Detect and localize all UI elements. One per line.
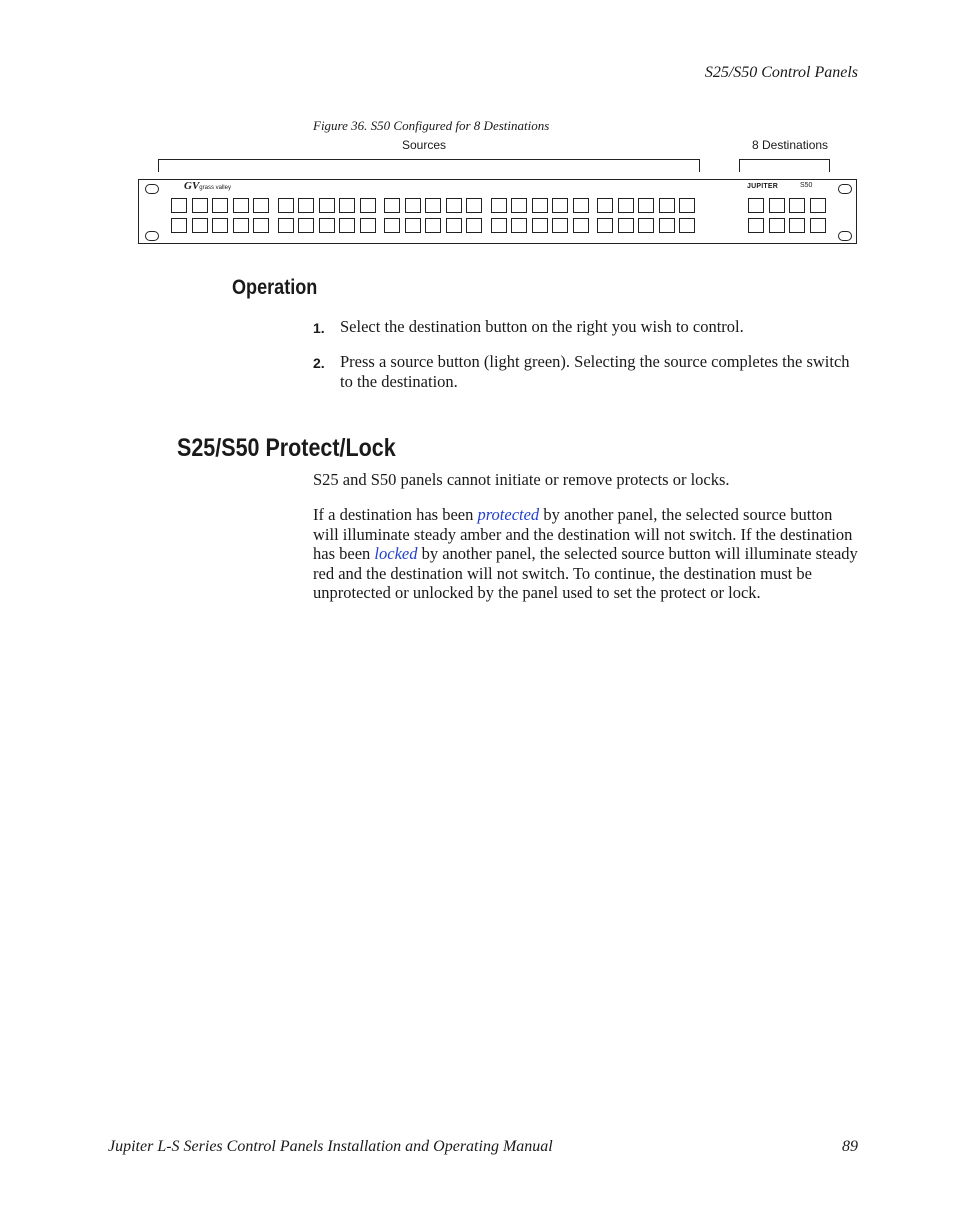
source-button[interactable] — [466, 198, 482, 213]
grass-valley-logo-mark: GV — [184, 180, 200, 192]
mounting-hole — [145, 184, 159, 194]
source-button[interactable] — [466, 218, 482, 233]
para-text-2: by another panel, the selected source button will illuminate steady amber and the destination will not switch. If the destination has been — [313, 505, 853, 564]
source-button[interactable] — [573, 198, 589, 213]
source-button[interactable] — [446, 198, 462, 213]
figure-caption: Figure 36. S50 Configured for 8 Destinations — [313, 118, 550, 133]
destination-button[interactable] — [769, 218, 785, 233]
step-2-number: 2. — [313, 355, 325, 371]
source-button[interactable] — [425, 198, 441, 213]
sources-bracket — [158, 159, 700, 172]
source-button[interactable] — [298, 198, 314, 213]
protect-lock-heading: S25/S50 Protect/Lock — [177, 434, 396, 462]
source-button[interactable] — [171, 218, 187, 233]
source-button[interactable] — [618, 198, 634, 213]
mounting-hole — [145, 231, 159, 241]
source-button[interactable] — [659, 218, 675, 233]
mounting-hole — [838, 231, 852, 241]
source-button[interactable] — [253, 198, 269, 213]
source-button[interactable] — [511, 218, 527, 233]
source-button[interactable] — [679, 198, 695, 213]
running-head: S25/S50 Control Panels — [704, 64, 858, 81]
source-button[interactable] — [298, 218, 314, 233]
step-2 — [313, 352, 858, 392]
source-button[interactable] — [511, 198, 527, 213]
step-1-text: Select the destination button on the right you wish to control. — [340, 317, 744, 336]
sources-label: Sources — [402, 138, 447, 152]
source-button[interactable] — [233, 218, 249, 233]
source-button[interactable] — [405, 198, 421, 213]
source-button[interactable] — [192, 218, 208, 233]
model-label: S50 — [800, 182, 813, 189]
source-button[interactable] — [253, 218, 269, 233]
destinations-bracket — [739, 159, 830, 172]
source-button[interactable] — [278, 218, 294, 233]
source-button[interactable] — [319, 218, 335, 233]
source-button[interactable] — [552, 198, 568, 213]
source-button[interactable] — [233, 198, 249, 213]
mounting-hole — [838, 184, 852, 194]
source-button[interactable] — [638, 218, 654, 233]
locked-link[interactable]: locked — [374, 544, 418, 564]
para-text-1: If a destination has been — [313, 505, 478, 524]
source-button[interactable] — [405, 218, 421, 233]
destination-button[interactable] — [769, 198, 785, 213]
destination-button[interactable] — [748, 198, 764, 213]
step-1 — [313, 317, 858, 337]
source-button[interactable] — [552, 218, 568, 233]
source-button[interactable] — [360, 218, 376, 233]
grass-valley-logo-text: grass valley — [199, 185, 231, 191]
jupiter-logo: JUPITER — [747, 183, 778, 190]
source-button[interactable] — [360, 198, 376, 213]
source-button[interactable] — [597, 218, 613, 233]
destination-button[interactable] — [789, 198, 805, 213]
destinations-label: 8 Destinations — [752, 138, 829, 152]
step-1-number: 1. — [313, 320, 325, 336]
source-button[interactable] — [339, 198, 355, 213]
source-button[interactable] — [491, 218, 507, 233]
source-button[interactable] — [491, 198, 507, 213]
source-button[interactable] — [659, 198, 675, 213]
protected-link[interactable]: protected — [477, 505, 540, 524]
destination-button[interactable] — [810, 218, 826, 233]
step-2-text: Press a source button (light green). Selecting the source completes the switch to the destination. — [340, 352, 850, 391]
destination-button[interactable] — [789, 218, 805, 233]
destination-button[interactable] — [748, 218, 764, 233]
source-button[interactable] — [339, 218, 355, 233]
source-button[interactable] — [212, 198, 228, 213]
para-text-3: by another panel, the selected source button will illuminate steady red and the destination will not switch. To continue, the destination must be unprotected or unlocked by the panel used to set the protect or lock. — [313, 544, 858, 603]
source-button[interactable] — [319, 198, 335, 213]
source-button[interactable] — [192, 198, 208, 213]
source-button[interactable] — [532, 198, 548, 213]
grass-valley-logo — [184, 180, 231, 192]
source-button[interactable] — [425, 218, 441, 233]
source-button[interactable] — [573, 218, 589, 233]
destination-button[interactable] — [810, 198, 826, 213]
s50-control-panel — [138, 179, 857, 244]
source-button[interactable] — [384, 218, 400, 233]
source-button[interactable] — [638, 198, 654, 213]
source-button[interactable] — [679, 218, 695, 233]
source-button[interactable] — [532, 218, 548, 233]
source-button[interactable] — [446, 218, 462, 233]
source-button[interactable] — [618, 218, 634, 233]
source-button[interactable] — [597, 198, 613, 213]
protect-lock-description — [313, 505, 858, 603]
footer-manual-title: Jupiter L-S Series Control Panels Installation and Operating Manual — [108, 1138, 553, 1155]
source-button[interactable] — [212, 218, 228, 233]
source-button[interactable] — [278, 198, 294, 213]
protect-lock-intro: S25 and S50 panels cannot initiate or remove protects or locks. — [313, 470, 730, 489]
source-button[interactable] — [171, 198, 187, 213]
operation-heading: Operation — [232, 276, 318, 299]
page-number: 89 — [842, 1138, 858, 1155]
source-button[interactable] — [384, 198, 400, 213]
